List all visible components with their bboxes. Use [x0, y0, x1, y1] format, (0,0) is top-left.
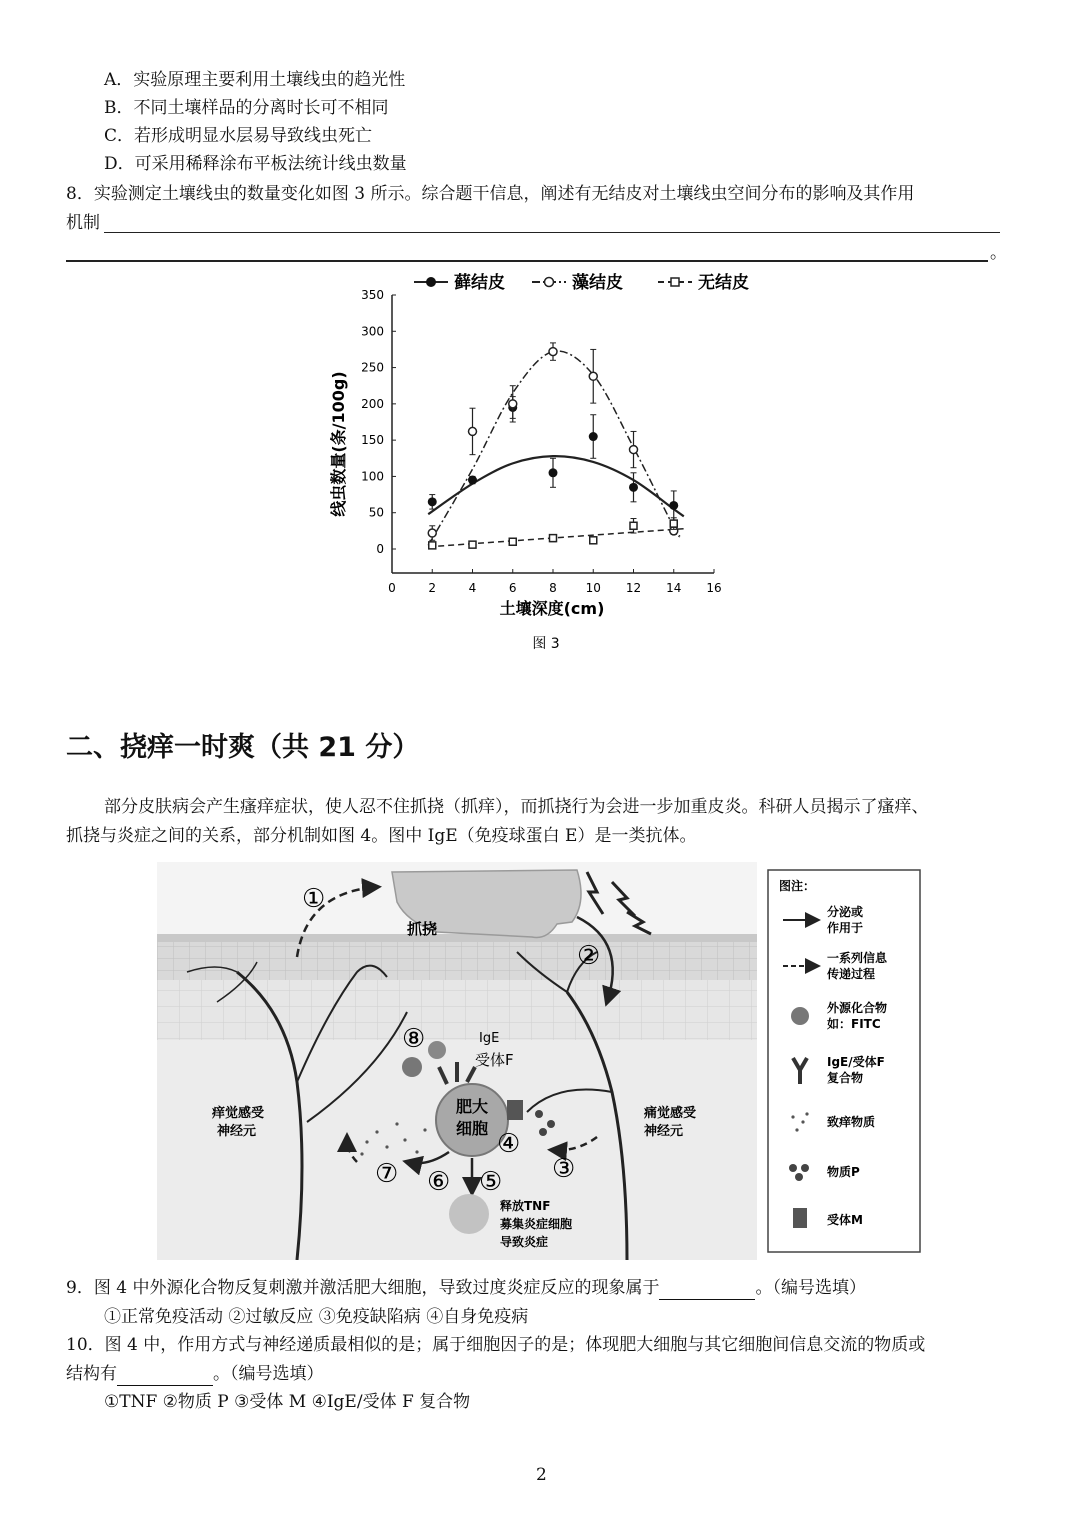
- q10-text: 10．图 4 中，作用方式与神经递质最相似的是；属于细胞因子的是；体现肥大细胞与其它细胞间信息交流的物质或: [66, 1335, 926, 1355]
- q7-option-b: B．不同土壤样品的分离时长可不相同: [104, 98, 389, 118]
- legend-receptor-m: 受体M: [827, 1213, 863, 1227]
- label-itch-neuron: 痒觉感受: [212, 1106, 265, 1121]
- inflammatory-cells: [449, 1194, 489, 1234]
- figure-3-caption: 图 3: [532, 636, 560, 652]
- data-point: [630, 446, 638, 454]
- data-point: [669, 501, 678, 510]
- legend-signal: 一系列信息: [827, 951, 888, 965]
- marker-2: ②: [577, 941, 601, 971]
- svg-text:细胞: 细胞: [455, 1119, 489, 1138]
- q8-text-cont: 机制: [66, 213, 100, 233]
- legend-marker: [671, 278, 679, 286]
- answer-line-1: [104, 232, 1000, 233]
- legend-label: 无结皮: [698, 273, 749, 293]
- data-point: [469, 427, 477, 435]
- q8-end-mark: 。: [990, 243, 1007, 263]
- svg-text:传递过程: 传递过程: [827, 967, 876, 981]
- chart-legend: [414, 272, 749, 293]
- y-tick-label: 100: [361, 469, 384, 484]
- y-tick-label: 200: [361, 396, 384, 411]
- svg-text:神经元: 神经元: [644, 1124, 684, 1139]
- q8-text: 8．实验测定土壤线虫的数量变化如图 3 所示。综合题干信息，阐述有无结皮对土壤线虫空间分布的影响及其作用: [66, 184, 915, 204]
- section-2-intro-cont: 抓挠与炎症之间的关系，部分机制如图 4。图中 IgE（免疫球蛋白 E）是一类抗体。: [66, 826, 697, 846]
- data-point: [589, 372, 597, 380]
- y-tick-label: 150: [361, 433, 384, 448]
- page-number: 2: [536, 1465, 547, 1485]
- marker-4: ④: [497, 1129, 521, 1159]
- label-mast-cell: 肥大: [455, 1097, 489, 1116]
- q7-option-d: D．可采用稀释涂布平板法统计线虫数量: [104, 154, 407, 174]
- q10-text-cont: 结构有 。（编号选填）: [66, 1364, 324, 1384]
- legend-label: 藓结皮: [454, 273, 505, 293]
- data-point: [549, 348, 557, 356]
- q9-text: 9．图 4 中外源化合物反复刺激并激活肥大细胞，导致过度炎症反应的现象属于 。（编号选填）: [66, 1278, 866, 1298]
- label-scratch: 抓挠: [407, 920, 438, 938]
- y-tick-label: 350: [361, 288, 384, 302]
- legend-marker: [426, 277, 436, 287]
- svg-text:作用于: 作用于: [827, 921, 864, 935]
- legend-compound: 外源化合物: [827, 1001, 888, 1015]
- fitc-compound: [402, 1057, 422, 1077]
- label-release: 释放TNF: [500, 1199, 551, 1213]
- q9-answer-blank[interactable]: [659, 1281, 755, 1300]
- marker-1: ①: [302, 884, 326, 914]
- q7-option-c: C．若形成明显水层易导致线虫死亡: [104, 126, 373, 146]
- data-point: [469, 541, 476, 548]
- substance-p: [535, 1110, 543, 1118]
- fit-line-0: [428, 456, 684, 516]
- svg-text:复合物: 复合物: [827, 1071, 864, 1085]
- data-point: [509, 538, 516, 545]
- chart-axes: [361, 288, 722, 595]
- y-tick-label: 50: [368, 505, 384, 520]
- data-point: [428, 497, 437, 506]
- svg-text:募集炎症细胞: 募集炎症细胞: [500, 1217, 573, 1231]
- svg-text:图注：: 图注：: [779, 879, 816, 893]
- epidermis-layer: [157, 940, 757, 980]
- marker-5: ⑤: [479, 1167, 503, 1197]
- data-point: [670, 520, 677, 527]
- x-tick-label: 12: [625, 581, 642, 595]
- data-point: [549, 468, 558, 477]
- section-2-intro: 部分皮肤病会产生瘙痒症状，使人忍不住抓挠（抓痒），而抓挠行为会进一步加重皮炎。科研人员揭示了瘙痒、: [104, 797, 929, 817]
- data-point: [468, 476, 477, 485]
- y-tick-label: 300: [361, 324, 384, 339]
- q9-options: ①正常免疫活动 ②过敏反应 ③免疫缺陷病 ④自身免疫病: [104, 1307, 529, 1327]
- legend-ige-complex: IgE/受体F: [827, 1055, 885, 1069]
- legend-substance-p: 物质P: [827, 1165, 860, 1179]
- fit-line-1: [428, 351, 680, 545]
- marker-3: ③: [552, 1154, 576, 1184]
- data-point: [589, 432, 598, 441]
- data-point: [629, 483, 638, 492]
- legend-secrete: 分泌或: [827, 905, 864, 919]
- x-tick-label: 4: [468, 581, 477, 595]
- data-point: [550, 535, 557, 542]
- marker-8: ⑧: [402, 1024, 426, 1054]
- x-tick-label: 6: [508, 581, 517, 595]
- label-receptor-f: 受体F: [475, 1051, 514, 1069]
- chart-x-label: 土壤深度(cm): [499, 599, 605, 618]
- legend-label: 藻结皮: [572, 273, 623, 293]
- data-point: [630, 522, 637, 529]
- y-tick-label: 0: [376, 542, 384, 556]
- y-tick-label: 250: [361, 360, 384, 375]
- marker-6: ⑥: [427, 1167, 451, 1197]
- figure-4-diagram: [157, 862, 923, 1260]
- svg-text:导致炎症: 导致炎症: [500, 1235, 549, 1249]
- label-ige: IgE: [479, 1031, 500, 1046]
- chart-fit-lines: [428, 351, 684, 547]
- legend-itch-substance: 致痒物质: [827, 1115, 876, 1129]
- q10-options: ①TNF ②物质 P ③受体 M ④IgE/受体 F 复合物: [104, 1392, 471, 1412]
- data-point: [509, 400, 517, 408]
- figure-3-chart: [300, 262, 780, 662]
- dermis-layer: [157, 980, 757, 1040]
- receptor-m: [507, 1100, 523, 1120]
- marker-7: ⑦: [375, 1159, 399, 1189]
- x-tick-label: 0: [388, 581, 396, 595]
- q7-option-a: A．实验原理主要利用土壤线虫的趋光性: [104, 70, 406, 90]
- x-tick-label: 8: [549, 581, 557, 595]
- chart-points: [428, 343, 679, 549]
- data-point: [428, 529, 436, 537]
- svg-text:如：FITC: 如：FITC: [827, 1017, 881, 1031]
- x-tick-label: 10: [585, 581, 601, 595]
- chart-y-label: 线虫数量(条/100g): [329, 371, 348, 517]
- x-tick-label: 14: [666, 581, 682, 595]
- section-2-heading: 二、挠痒一时爽（共 21 分）: [66, 732, 420, 763]
- svg-text:神经元: 神经元: [217, 1124, 257, 1139]
- label-pain-neuron: 痛觉感受: [644, 1106, 697, 1121]
- q10-answer-blank[interactable]: [117, 1367, 213, 1386]
- x-tick-label: 16: [706, 581, 722, 595]
- data-point: [590, 537, 597, 544]
- x-tick-label: 2: [428, 581, 437, 595]
- data-point: [429, 542, 436, 549]
- legend-marker: [545, 278, 554, 287]
